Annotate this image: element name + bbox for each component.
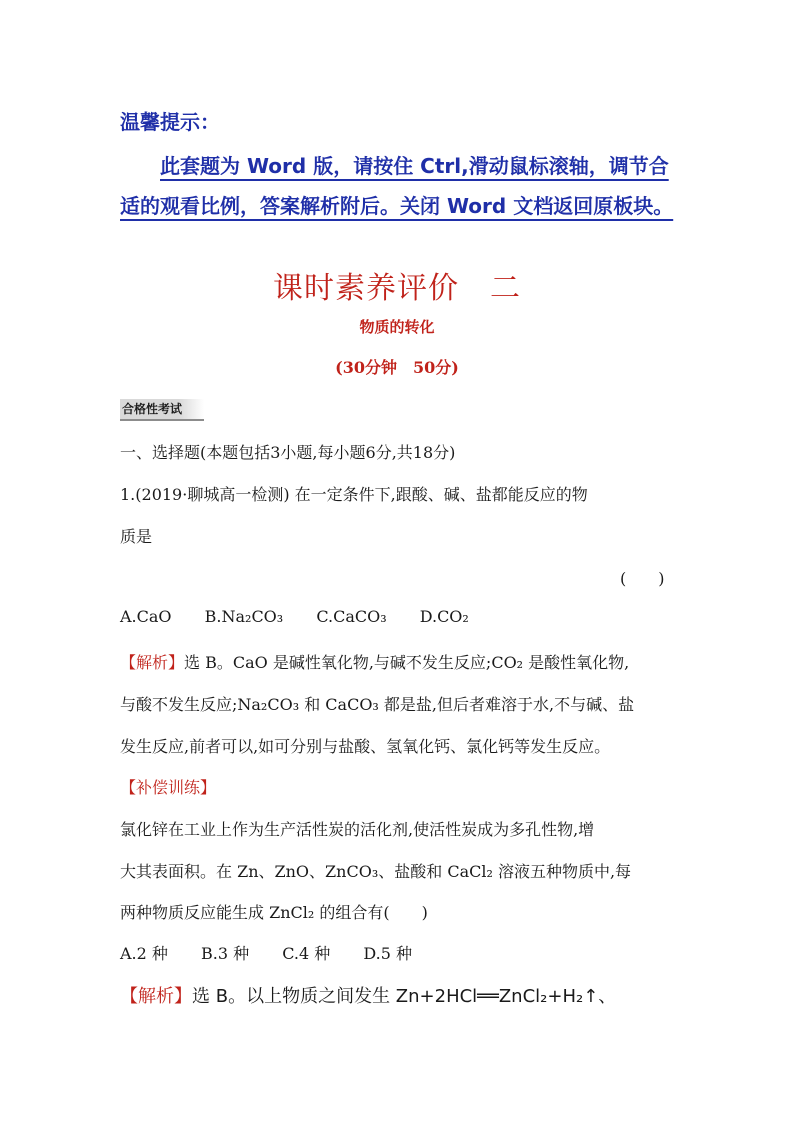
supp-option-c: C.4 种 xyxy=(282,944,331,963)
supplement-analysis-line1 xyxy=(120,982,616,1008)
part-heading: 一、选择题(本题包括3小题,每小题6分,共18分) xyxy=(120,443,456,462)
q1-analysis-line2: 与酸不发生反应;Na₂CO₃ 和 CaCO₃ 都是盐,但后者难溶于水,不与碱、盐 xyxy=(120,695,635,714)
q1-stem-line2: 质是 xyxy=(120,527,153,546)
q1-answer-blank: ( ) xyxy=(620,569,665,588)
supp-option-b: B.3 种 xyxy=(201,944,250,963)
supplement-line3: 两种物质反应能生成 ZnCl₂ 的组合有( ) xyxy=(120,903,428,922)
supp-analysis-text1: 选 B。以上物质之间发生 Zn+2HCl══ZnCl₂+H₂↑、 xyxy=(192,986,617,1007)
supp-option-d: D.5 种 xyxy=(363,944,412,963)
tip-heading: 温馨提示： xyxy=(120,110,220,134)
supp-analysis-tag: 【解析】 xyxy=(120,986,192,1007)
q1-option-a: A.CaO xyxy=(120,607,172,626)
q1-option-c: C.CaCO₃ xyxy=(316,607,387,626)
q1-option-d: D.CO₂ xyxy=(419,607,469,626)
q1-analysis-line1 xyxy=(120,650,629,673)
supplement-tag: 【补偿训练】 xyxy=(120,778,217,797)
time-score-info: (30分钟 50分) xyxy=(335,358,459,377)
q1-analysis-tag: 【解析】 xyxy=(120,653,185,672)
supp-option-a: A.2 种 xyxy=(120,944,168,963)
supplement-line2: 大其表面积。在 Zn、ZnO、ZnCO₃、盐酸和 CaCl₂ 溶液五种物质中,每 xyxy=(120,862,632,881)
q1-stem-line1: 1.(2019·聊城高一检测) 在一定条件下,跟酸、碱、盐都能反应的物 xyxy=(120,485,588,504)
q1-analysis-line3: 发生反应,前者可以,如可分别与盐酸、氢氧化钙、氯化钙等发生反应。 xyxy=(120,737,611,756)
q1-options xyxy=(120,607,497,626)
tip-body xyxy=(120,146,680,226)
page-title: 课时素养评价 二 xyxy=(273,271,521,306)
q1-option-b: B.Na₂CO₃ xyxy=(204,607,284,626)
supplement-options xyxy=(120,941,440,964)
q1-analysis-text1: 选 B。CaO 是碱性氧化物,与碱不发生反应;CO₂ 是酸性氧化物, xyxy=(184,653,630,672)
page-subtitle: 物质的转化 xyxy=(359,318,435,336)
tip-body-text: 此套题为 Word 版，请按住 Ctrl,滑动鼠标滚轴，调节合适的观看比例，答案解析附后。关闭 Word 文档返回原板块。 xyxy=(120,154,674,218)
supplement-line1: 氯化锌在工业上作为生产活性炭的活化剂,使活性炭成为多孔性物,增 xyxy=(120,820,595,839)
section-tag: 合格性考试 xyxy=(120,399,204,421)
